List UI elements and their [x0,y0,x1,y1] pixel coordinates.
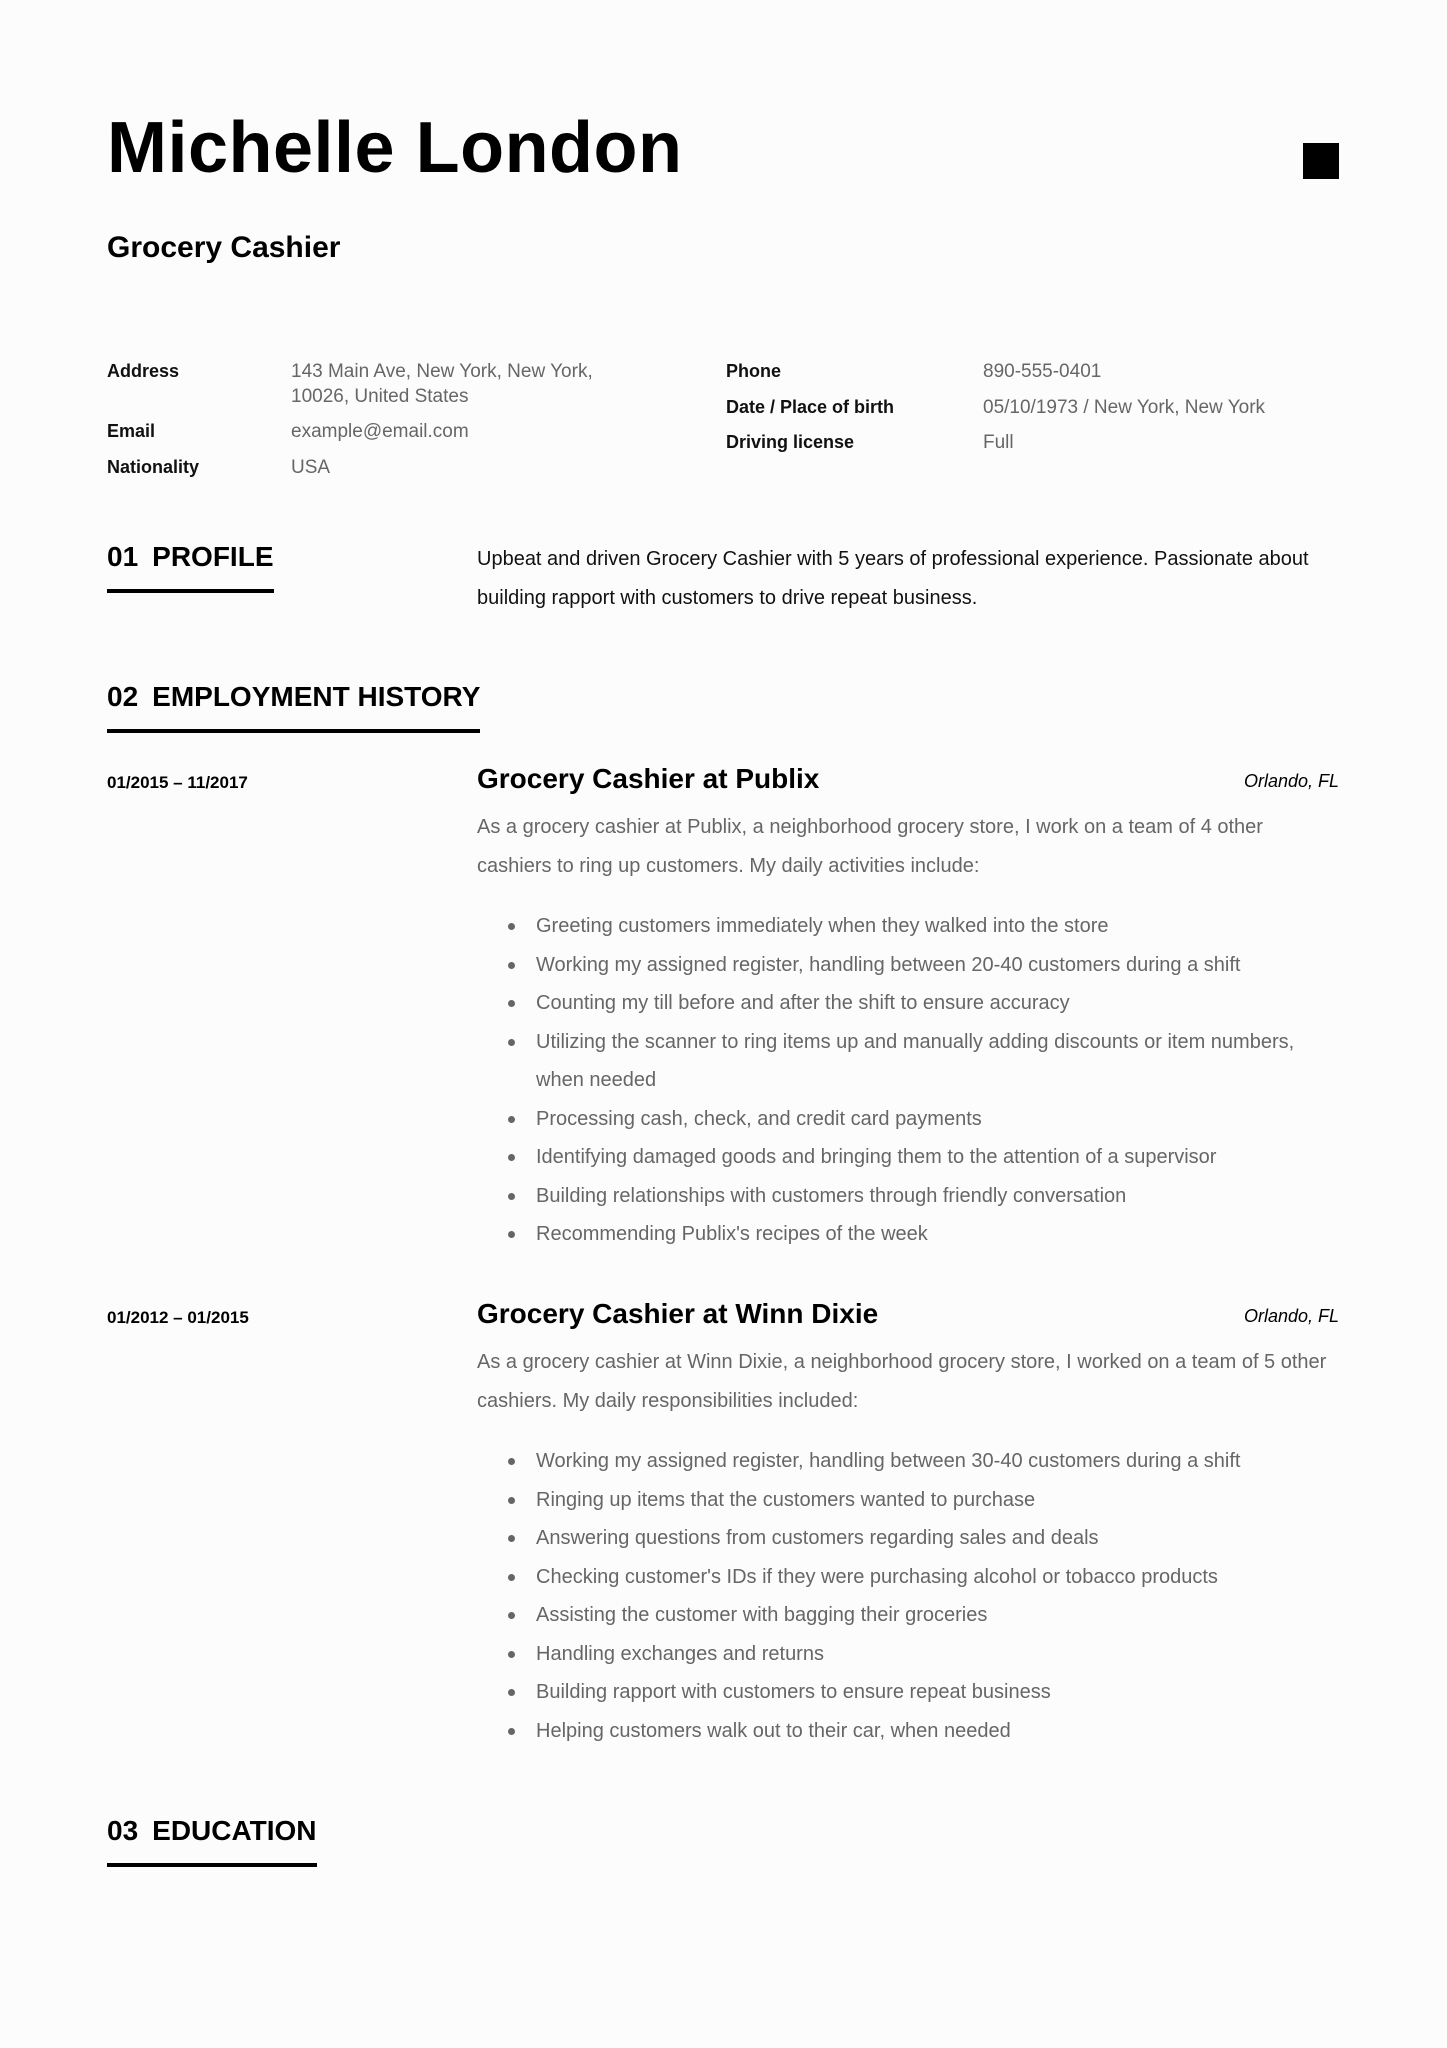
list-item: Identifying damaged goods and bringing them to the attention of a supervisor [477,1138,1339,1177]
list-item: Ringing up items that the customers wanted to purchase [477,1481,1339,1520]
dob-label: Date / Place of birth [726,397,895,417]
license-value: Full [983,432,1014,453]
nationality-value: USA [291,457,331,478]
list-item: Recommending Publix's recipes of the week [477,1215,1339,1254]
job-location: Orlando, FL [1243,771,1339,791]
dob-value: 05/10/1973 / New York, New York [983,397,1266,418]
job-location: Orlando, FL [1243,1306,1339,1326]
list-item: Building rapport with customers to ensure repeat business [477,1673,1339,1712]
job-title: Grocery Cashier at Publix [477,763,820,794]
phone-label: Phone [726,361,782,381]
list-item: Assisting the customer with bagging their groceries [477,1596,1339,1635]
list-item: Helping customers walk out to their car, when needed [477,1712,1339,1751]
education-title: EDUCATION [152,1815,317,1846]
employment-title: EMPLOYMENT HISTORY [152,681,481,712]
profile-number: 01 [107,541,139,572]
job-dates: 01/2012 – 01/2015 [107,1308,249,1327]
list-item: Checking customer's IDs if they were purchasing alcohol or tobacco products [477,1558,1339,1597]
job-duties-list [477,907,1339,1254]
education-heading [107,1817,317,1867]
job-title: Grocery Cashier at Winn Dixie [477,1298,879,1329]
candidate-job-title: Grocery Cashier [107,231,341,264]
list-item: Utilizing the scanner to ring items up and manually adding discounts or item numbers, when needed [477,1023,1339,1100]
profile-title: PROFILE [152,541,274,572]
profile-summary: Upbeat and driven Grocery Cashier with 5 years of professional experience. Passionate about building rapport with customers to drive repeat business. [477,548,1309,609]
list-item: Greeting customers immediately when they walked into the store [477,907,1339,946]
list-item: Working my assigned register, handling between 30-40 customers during a shift [477,1442,1339,1481]
nationality-label: Nationality [107,457,200,477]
education-number: 03 [107,1815,139,1846]
candidate-name: Michelle London [107,108,683,188]
list-item: Handling exchanges and returns [477,1635,1339,1674]
list-item: Counting my till before and after the shift to ensure accuracy [477,984,1339,1023]
job-dates: 01/2015 – 11/2017 [107,773,248,792]
employment-heading [107,683,480,733]
list-item: Working my assigned register, handling between 20-40 customers during a shift [477,946,1339,985]
list-item: Building relationships with customers through friendly conversation [477,1177,1339,1216]
license-label: Driving license [726,432,855,452]
job-description: As a grocery cashier at Publix, a neighborhood grocery store, I work on a team of 4 other cashiers to ring up customers. My daily activities include: [477,816,1263,877]
address-value: 143 Main Ave, New York, New York, 10026, United States [291,361,593,407]
list-item: Processing cash, check, and credit card payments [477,1100,1339,1139]
job-description: As a grocery cashier at Winn Dixie, a neighborhood grocery store, I worked on a team of 5 other cashiers. My daily responsibilities included: [477,1351,1327,1412]
email-value: example@email.com [291,421,469,442]
email-label: Email [107,421,156,441]
job-duties-list [477,1442,1339,1750]
list-item: Answering questions from customers regarding sales and deals [477,1519,1339,1558]
decorative-square-icon [1303,143,1339,179]
profile-heading [107,543,274,593]
employment-number: 02 [107,681,139,712]
address-label: Address [107,361,180,381]
phone-value: 890-555-0401 [983,361,1102,382]
